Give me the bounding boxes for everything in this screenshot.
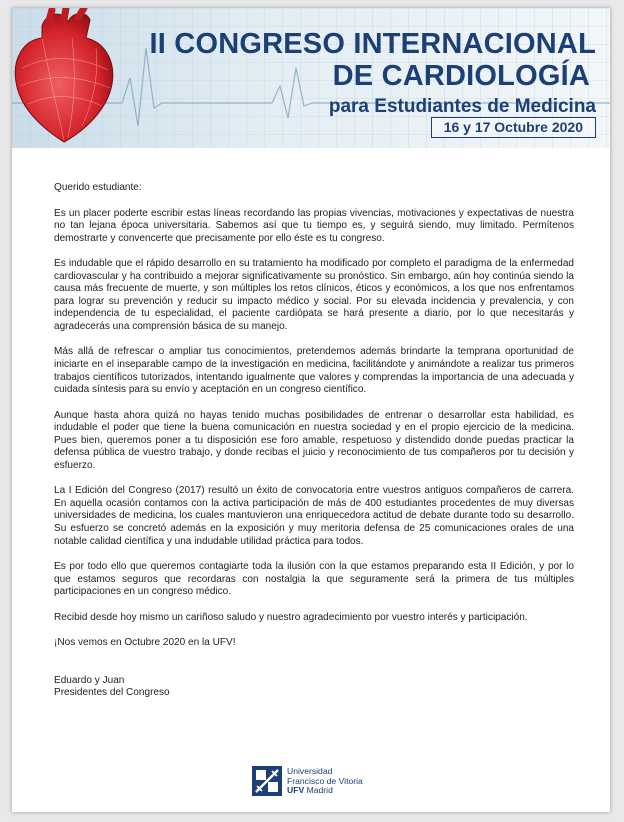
ufv-emblem-icon [252, 766, 282, 796]
logo-madrid: Madrid [304, 785, 333, 796]
congress-title-line1: II CONGRESO INTERNACIONAL [149, 28, 596, 60]
logo-line-1: Universidad [287, 766, 333, 776]
letter-body [54, 182, 574, 700]
letter-signature [54, 675, 574, 700]
anatomical-heart-illustration [12, 8, 122, 148]
letter-page [12, 8, 610, 812]
congress-title-line2: DE CARDIOLOGÍA [332, 60, 590, 92]
congress-dates: 16 y 17 Octubre 2020 [431, 117, 596, 138]
letter-paragraph-1: Es un placer poderte escribir estas líneas recordando las propias vivencias, motivaciones y expectativas de nuestra no tan lejana época universitaria. Sabemos así que tu tiempo es, y seguirá siendo, muy limitado. Permítenos demostrarte y convencerte que precisamente por ello éste es tu congreso. [54, 207, 574, 244]
letter-paragraph-8: ¡Nos vemos en Octubre 2020 en la UFV! [54, 637, 236, 649]
letter-paragraph-7: Recibid desde hoy mismo un cariñoso saludo y nuestro agradecimiento por vuestro interés y participación. [54, 611, 528, 623]
logo-ufv: UFV [287, 785, 305, 796]
letter-paragraph-6: Es por todo ello que queremos contagiarte toda la ilusión con la que estamos preparando esta II Edición, y por lo que estamos seguros que recordaras con nostalgia la que seguramente será la primera de tus múltiples participaciones en un congreso médico. [54, 561, 574, 598]
congress-banner [12, 8, 610, 148]
letter-paragraph-5: La I Edición del Congreso (2017) resultó un éxito de convocatoria entre vuestros antiguos compañeros de carrera. En aquella ocasión contamos con la activa participación de más de 400 estudiantes procedentes de muy diversas universidades de medicina, los cuales mantuvieron una enriquecedora actitud de debate durante todo su desarrollo. Su esfuerzo se concretó además en la exposición y muy meritoria defensa de 25 comunicaciones orales de una notable calidad científica y una indudable utilidad práctica para todos. [54, 485, 574, 547]
congress-subtitle: para Estudiantes de Medicina [328, 96, 596, 117]
ufv-logo-text [287, 767, 363, 796]
letter-greeting: Querido estudiante: [54, 182, 142, 193]
letter-paragraph-4: Aunque hasta ahora quizá no hayas tenido muchas posibilidades de entrenar o desarrollar esta habilidad, es indudable el poder que tiene la buena comunicación en nuestra sociedad y en el propio ejercicio de la medicina. Pues bien, queremos poner a tu disposición ese foro amable, respetuoso y distendido donde puedas practicar la defensa pública de vuestro trabajo, y donde recibas el juicio y reconocimiento de tus compañeros por tu decisión y esfuerzo. [54, 409, 574, 471]
signature-names: Eduardo y Juan [54, 674, 125, 686]
letter-paragraph-3: Más allá de refrescar o ampliar tus conocimientos, pretendemos además brindarte la temprana oportunidad de iniciarte en el inseparable campo de la investigación en medicina, facilitándote y animándote a realizar tus primeros trabajos científicos tutorizados, intentando igualmente que valores y comprendas la importancia de una adecuada y cuidada síntesis para su envío y aceptación en un congreso científico. [54, 346, 574, 396]
signature-role: Presidentes del Congreso [54, 687, 170, 699]
letter-paragraph-2: Es indudable que el rápido desarrollo en su tratamiento ha modificado por completo el paradigma de la enfermedad cardiovascular y ha contribuido a mejorar significativamente su pronóstico. Sin embargo, aún hoy continúa siendo la causa más frecuente de muerte, y son múltiples los retos clínicos, éticos y económicos, a los que nos enfrentamos para lograr su prevención y reducir su impacto médico y social. Por su elevada incidencia y prevalencia, y con independencia de tu especialidad, el paciente cardiópata se hará presente a diario, por lo que necesitarás y agradecerás una comprensión básica de su manejo. [54, 258, 574, 332]
logo-line-2: Francisco de Vitoria [287, 775, 363, 786]
ufv-logo [252, 766, 382, 800]
logo-line-3 [287, 786, 363, 796]
